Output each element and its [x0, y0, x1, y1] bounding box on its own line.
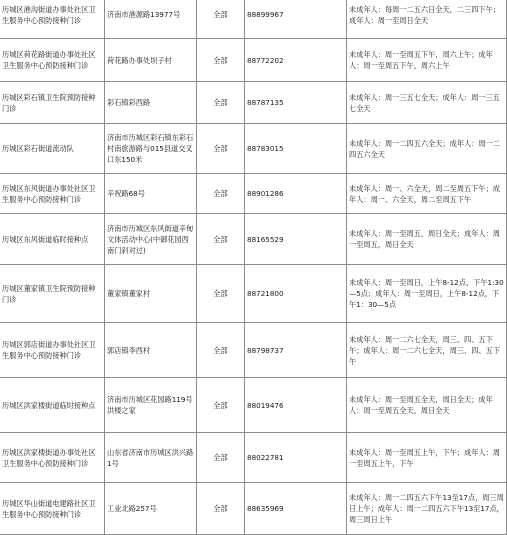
phone-cell: 88721800 [245, 265, 347, 323]
address-cell: 济南市港源路13977号 [105, 0, 197, 39]
table-row [0, 433, 507, 483]
hours-cell: 未成年人：周一、六全天，周二至周五下午；成年人：周一、六全天，周二至周五下午 [347, 174, 507, 214]
scope-cell: 全部 [197, 124, 245, 174]
clinic-name-cell: 历城区郭店街道办事处社区卫生服务中心预防接种门诊 [0, 323, 105, 378]
phone-cell: 88798737 [245, 323, 347, 378]
phone-cell: 88783015 [245, 124, 347, 174]
scope-cell: 全部 [197, 0, 245, 39]
clinic-name-cell: 历城区荷花路街道办事处社区卫生服务中心预防接种门诊 [0, 39, 105, 82]
clinic-name-cell: 历城区华山街道电建路社区卫生服务中心预防接种门诊 [0, 483, 105, 535]
phone-cell: 88022781 [245, 433, 347, 483]
clinic-name-cell: 历城区港沟街道办事处社区卫生服务中心预防接种门诊 [0, 0, 105, 39]
phone-cell: 88635969 [245, 483, 347, 535]
phone-cell: 88772202 [245, 39, 347, 82]
address-cell: 山东省济南市历城区洪兴路1号 [105, 433, 197, 483]
clinic-name-cell: 历城区彩石街道流动队 [0, 124, 105, 174]
hours-cell: 未成年人：周一至周五全天，周日全天；成年人：周一至周五全天，周日全天 [347, 378, 507, 433]
hours-cell: 未成年人：周一二四五六全天；成年人：周一二四五六全天 [347, 124, 507, 174]
address-cell: 彩石镇彩西路 [105, 82, 197, 124]
scope-cell: 全部 [197, 323, 245, 378]
table-row [0, 265, 507, 323]
table-row [0, 378, 507, 433]
scope-cell: 全部 [197, 39, 245, 82]
table-row [0, 124, 507, 174]
address-cell: 济南市历城区东风街道辛甸文体活动中心(中御花园西南门斜对过) [105, 214, 197, 265]
scope-cell: 全部 [197, 433, 245, 483]
table-row [0, 483, 507, 535]
phone-cell: 88019476 [245, 378, 347, 433]
scope-cell: 全部 [197, 82, 245, 124]
table-row [0, 0, 507, 39]
hours-cell: 未成年人：周一至周五下午，周六上午；成年人：周一至周五下午，周六上午 [347, 39, 507, 82]
address-cell: 辛祝路68号 [105, 174, 197, 214]
clinic-name-cell: 历城区洪家楼街道办事处社区卫生服务中心预防接种门诊 [0, 433, 105, 483]
scope-cell: 全部 [197, 214, 245, 265]
scope-cell: 全部 [197, 378, 245, 433]
hours-cell: 未成年人：周一三五七全天；成年人：周一三五七全天 [347, 82, 507, 124]
clinic-name-cell: 历城区洪家楼街道临时接种点 [0, 378, 105, 433]
table-row [0, 39, 507, 82]
clinic-name-cell: 历城区董家镇卫生院预防接种门诊 [0, 265, 105, 323]
address-cell: 济南市历城区花园路119号洪楼之家 [105, 378, 197, 433]
clinic-name-cell: 历城区东风街道临时接种点 [0, 214, 105, 265]
table-row [0, 174, 507, 214]
hours-cell: 未成年人：每周一二五六日全天，二三四下午；成年人：周一至周日全天 [347, 0, 507, 39]
table-row [0, 82, 507, 124]
scope-cell: 全部 [197, 265, 245, 323]
phone-cell: 88901286 [245, 174, 347, 214]
table-row [0, 323, 507, 378]
address-cell: 郭店镇李西村 [105, 323, 197, 378]
clinic-name-cell: 历城区东风街道办事处社区卫生服务中心预防接种门诊 [0, 174, 105, 214]
scope-cell: 全部 [197, 483, 245, 535]
hours-cell: 未成年人：周一二六七全天，周三、四、五下午；成年人：周一二六七全天，周三、四、五下午 [347, 323, 507, 378]
address-cell: 济南市历城区彩石镇东彩石村南旅游路与015县道交叉口东150米 [105, 124, 197, 174]
address-cell: 工业北路257号 [105, 483, 197, 535]
phone-cell: 88899967 [245, 0, 347, 39]
scope-cell: 全部 [197, 174, 245, 214]
address-cell: 董家镇董家村 [105, 265, 197, 323]
clinic-name-cell: 历城区彩石镇卫生院预防接种门诊 [0, 82, 105, 124]
table-row [0, 214, 507, 265]
hours-cell: 未成年人：周一至周五，周日全天；成年人：周一至周五，周日全天 [347, 214, 507, 265]
phone-cell: 88165529 [245, 214, 347, 265]
address-cell: 荷花路办事处坝子村 [105, 39, 197, 82]
phone-cell: 88787135 [245, 82, 347, 124]
hours-cell: 未成年人：周一二四五六下午13至17点，周三周日上午；成年人：周一二四五六下午13至17点，周三周日上午 [347, 483, 507, 535]
hours-cell: 未成年人：周一至周五上午，下午；成年人：周一至周五上午，下午 [347, 433, 507, 483]
hours-cell: 未成年人：周一至周日，上午8-12点，下午1:30—5点；成年人：周一至周日，上午8-12点，下午1：30—5点 [347, 265, 507, 323]
